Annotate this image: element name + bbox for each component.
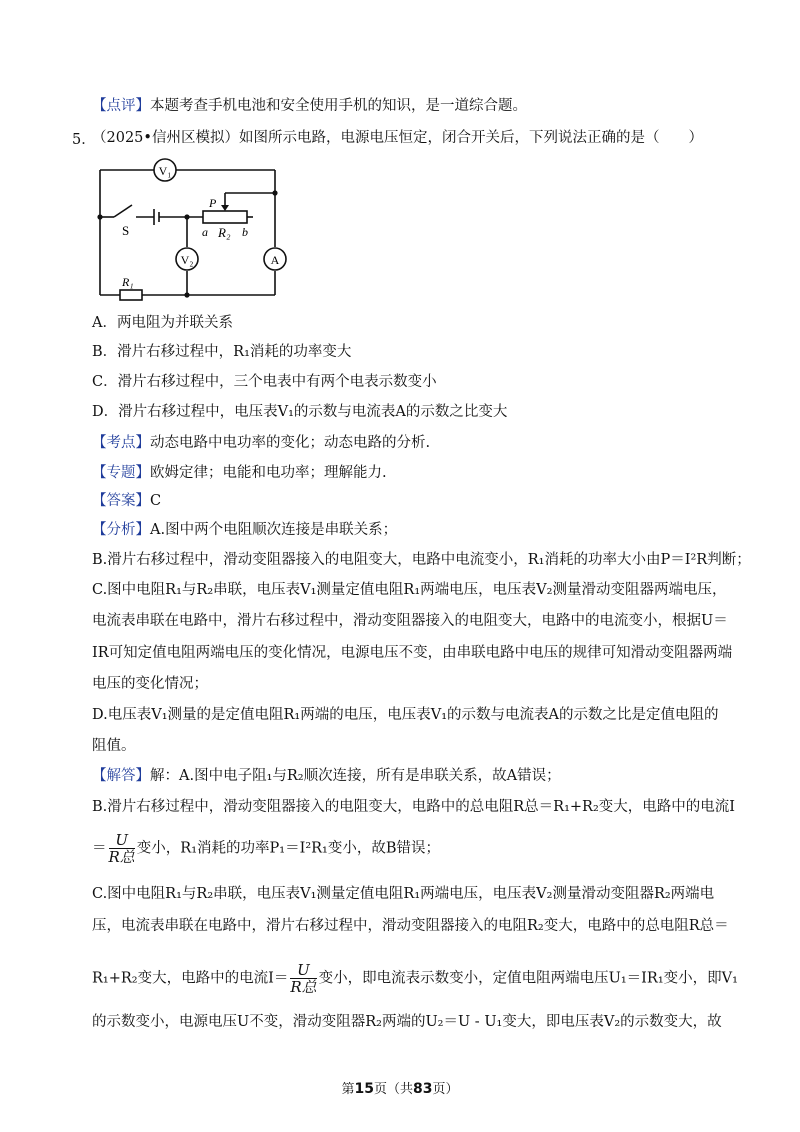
footer-post: 页）: [432, 1082, 459, 1097]
footer-page-number: 15: [354, 1081, 374, 1097]
fraction-numerator-2: U: [290, 962, 316, 979]
solution-line-4: C.图中电阻R₁与R₂串联，电压表V₁测量定值电阻R₁两端电压，电压表V₂测量滑动变阻器R₂两端电: [92, 886, 715, 902]
solution-line-1: [92, 766, 732, 786]
option-b: B．滑片右移过程中，R₁消耗的功率变大: [92, 344, 352, 360]
analysis-line-8: 阻值。: [92, 738, 136, 754]
r1-resistor: [120, 290, 142, 300]
solution-text-1: 解：A.图中电子阻₁与R₂顺次连接，所有是串联关系，故A错误；: [150, 768, 561, 784]
analysis-text-1: A.图中两个电阻顺次连接是串联关系；: [150, 522, 398, 538]
footer-mid: 页（共: [373, 1082, 413, 1097]
answer-line: [92, 491, 732, 511]
v2-label: V₂: [180, 253, 194, 267]
kaodian-text: 动态电路中电功率的变化；动态电路的分析.: [150, 435, 431, 451]
analysis-line-7: D.电压表V₁测量的是定值电阻R₁两端的电压，电压表V₁的示数与电流表A的示数之比是定值电阻的: [92, 707, 719, 723]
review-tag: 【点评】: [92, 98, 150, 114]
switch-label: S: [122, 223, 130, 238]
review-text: 本题考查手机电池和安全使用手机的知识，是一道综合题。: [150, 98, 527, 114]
fraction-numerator: U: [109, 832, 135, 849]
option-a: A．两电阻为并联关系: [92, 315, 233, 331]
analysis-tag: 【分析】: [92, 522, 150, 538]
fraction-u-over-r-2: [290, 962, 316, 995]
solution-text-6a: R₁+R₂变大，电路中的电流I＝: [92, 970, 289, 987]
analysis-line-2: B.滑片右移过程中，滑动变阻器接入的电阻变大，电路中电流变小，R₁消耗的功率大小由P＝I²R判断；: [92, 552, 751, 568]
solution-eq-sign: ＝: [92, 840, 107, 857]
analysis-line-3: C.图中电阻R₁与R₂串联，电压表V₁测量定值电阻R₁两端电压，电压表V₂测量滑动变阻器两端电压，: [92, 582, 727, 598]
slider-label: P: [209, 196, 217, 210]
answer-tag: 【答案】: [92, 493, 150, 509]
fraction-denominator-2: R总: [290, 978, 317, 996]
option-c: C．滑片右移过程中，三个电表中有两个电表示数变小: [92, 374, 437, 390]
solution-text-6b: 变小，即电流表示数变小，定值电阻两端电压U₁＝IR₁变小，即V₁: [318, 970, 738, 987]
footer-total-pages: 83: [413, 1081, 433, 1097]
analysis-line-5: IR可知定值电阻两端电压的变化情况，电源电压不变，由串联电路中电压的规律可知滑动变阻器两端: [92, 645, 733, 661]
solution-text-3: 变小，R₁消耗的功率P₁＝I²R₁变小，故B错误；: [136, 840, 441, 857]
question-number: 5．: [72, 132, 96, 148]
analysis-line-6: 电压的变化情况；: [92, 676, 208, 692]
fraction-denominator: R总: [108, 848, 135, 866]
circuit-diagram: [92, 155, 292, 303]
solution-line-3: [92, 832, 732, 865]
solution-line-5: 压，电流表串联在电路中，滑片右移过程中，滑动变阻器接入的电阻R₂变大，电路中的总电阻R总＝: [92, 918, 729, 934]
answer-text: C: [150, 493, 162, 509]
solution-line-7: 的示数变小，电源电压U不变，滑动变阻器R₂两端的U₂＝U - U₁变大，即电压表V₂的示数变大，故: [92, 1014, 722, 1030]
zhuanti-tag: 【专题】: [92, 465, 150, 481]
solution-line-2: B.滑片右移过程中，滑动变阻器接入的电阻变大，电路中的总电阻R总＝R₁+R₂变大，电路中的电流I: [92, 799, 736, 815]
r2-label: R₂: [218, 225, 231, 240]
end-a-label: a: [202, 225, 208, 239]
analysis-line-1: [92, 520, 732, 540]
solution-tag: 【解答】: [92, 768, 150, 784]
kaodian-tag: 【考点】: [92, 435, 150, 451]
kaodian-line: [92, 433, 732, 453]
ammeter-label: A: [270, 253, 280, 267]
zhuanti-text: 欧姆定律；电能和电功率；理解能力.: [150, 465, 387, 481]
solution-line-6: [92, 961, 738, 996]
option-d: D．滑片右移过程中，电压表V₁的示数与电流表A的示数之比变大: [92, 404, 508, 420]
page-footer: [0, 1078, 800, 1097]
footer-pre: 第: [341, 1082, 355, 1097]
zhuanti-line: [92, 463, 732, 483]
r1-label: R₁: [122, 275, 134, 289]
end-b-label: b: [242, 225, 248, 239]
review-line: [92, 96, 732, 116]
v1-label: V₁: [158, 164, 172, 178]
question-text: （2025•信州区模拟）如图所示电路，电源电压恒定，闭合开关后，下列说法正确的是（ ）: [92, 130, 703, 146]
analysis-line-4: 电流表串联在电路中，滑片右移过程中，滑动变阻器接入的电阻变大，电路中的电流变小，根据U＝: [92, 613, 728, 629]
fraction-u-over-r: [109, 832, 135, 865]
